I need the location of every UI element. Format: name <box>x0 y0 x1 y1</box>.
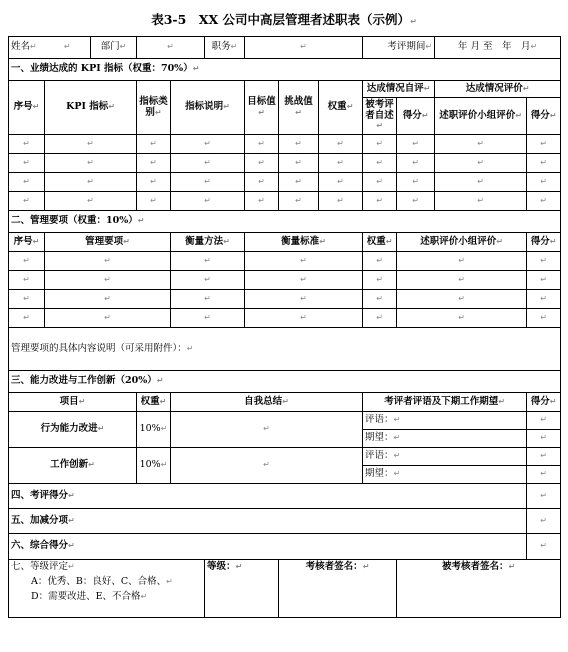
s3-col-review: 考评者评语及下期工作期望↵ <box>363 393 527 412</box>
s1-col-kpi: KPI 指标↵ <box>45 81 137 135</box>
cell[interactable]: ↵ <box>137 173 171 192</box>
section7-grading <box>9 560 205 618</box>
section3-title: 三、能力改进与工作创新（20%）↵ <box>9 371 561 393</box>
period-label: 考评期间↵ <box>363 37 435 59</box>
cell[interactable]: ↵ <box>137 154 171 173</box>
cell[interactable]: ↵ <box>527 173 561 192</box>
section2-title: 二、管理要项（权重：10%）↵ <box>9 211 561 233</box>
cell[interactable]: ↵ <box>279 135 319 154</box>
s1-col-score: 得分↵ <box>527 98 561 135</box>
s1-col-type: 指标类别↵ <box>137 81 171 135</box>
table-row <box>9 173 561 192</box>
cell[interactable]: ↵ <box>137 135 171 154</box>
cell[interactable]: ↵ <box>527 271 561 290</box>
cell[interactable]: ↵ <box>527 252 561 271</box>
table-row <box>9 135 561 154</box>
cell[interactable]: ↵ <box>9 192 45 211</box>
table-row <box>9 252 561 271</box>
name-label: 姓名↵ <box>9 37 45 59</box>
section6-title: 六、综合得分↵ <box>9 534 527 560</box>
s3-weight-behavior: 10%↵ <box>137 412 171 448</box>
s1-col-eval-group: 达成情况评价↵ <box>435 81 561 98</box>
section7-title: 七、等级评定↵ <box>11 561 75 572</box>
grade-field[interactable]: 等级：↵ <box>205 560 279 618</box>
cell[interactable]: ↵ <box>45 135 137 154</box>
s2-col-weight: 权重↵ <box>363 233 397 252</box>
form-title: 表3-5 XX 公司中高层管理者述职表（示例）↵ <box>151 12 417 27</box>
s3-comment-behavior[interactable]: 评语：↵ <box>363 412 527 430</box>
section2-title-row <box>9 211 561 233</box>
cell[interactable]: ↵ <box>435 135 527 154</box>
section1-header-row-1 <box>9 81 561 98</box>
s2-col-standard: 衡量标准↵ <box>245 233 363 252</box>
cell[interactable]: ↵ <box>245 309 363 328</box>
cell[interactable]: ↵ <box>363 309 397 328</box>
s1-col-weight: 权重↵ <box>319 81 363 135</box>
cell[interactable]: ↵ <box>45 154 137 173</box>
s3-score-innovation-2[interactable]: ↵ <box>527 466 561 484</box>
header-row <box>9 37 561 59</box>
cell[interactable]: ↵ <box>527 309 561 328</box>
s3-weight-innovation: 10%↵ <box>137 448 171 484</box>
table-row <box>9 154 561 173</box>
section7-line1: A：优秀、B：良好、C、合格、↵ <box>31 575 173 587</box>
cell[interactable]: ↵ <box>527 290 561 309</box>
cell[interactable]: ↵ <box>245 290 363 309</box>
s1-col-challenge: 挑战值↵ <box>279 81 319 135</box>
section1-title-row <box>9 59 561 81</box>
cell[interactable]: ↵ <box>397 271 527 290</box>
cell[interactable]: ↵ <box>45 192 137 211</box>
section6-score[interactable]: ↵ <box>527 534 561 560</box>
cell[interactable]: ↵ <box>245 252 363 271</box>
s1-col-target: 目标值↵ <box>245 81 279 135</box>
position-field[interactable]: ↵ <box>245 37 363 59</box>
cell[interactable]: ↵ <box>171 290 245 309</box>
assessee-signature[interactable]: 被考核者签名：↵ <box>397 560 561 618</box>
table-row <box>9 192 561 211</box>
section4-row <box>9 484 561 509</box>
table-row <box>9 271 561 290</box>
cell[interactable]: ↵ <box>363 192 397 211</box>
s1-col-panel: 述职评价小组评价↵ <box>435 98 527 135</box>
cell[interactable]: ↵ <box>435 192 527 211</box>
cell[interactable]: ↵ <box>527 192 561 211</box>
table-row <box>9 309 561 328</box>
dept-field[interactable]: ↵ <box>137 37 205 59</box>
cell[interactable]: ↵ <box>171 309 245 328</box>
cell[interactable]: ↵ <box>45 309 171 328</box>
cell[interactable]: ↵ <box>9 252 45 271</box>
s3-col-weight: 权重↵ <box>137 393 171 412</box>
cell[interactable]: ↵ <box>279 173 319 192</box>
s2-col-item: 管理要项↵ <box>45 233 171 252</box>
s1-col-self-statement: 被考评者自述↵ <box>363 98 397 135</box>
s3-score-behavior-2[interactable]: ↵ <box>527 430 561 448</box>
section3-header-row <box>9 393 561 412</box>
cell[interactable]: ↵ <box>319 154 363 173</box>
s1-col-self-score: 得分↵ <box>397 98 435 135</box>
cell[interactable]: ↵ <box>435 154 527 173</box>
cell[interactable]: ↵ <box>245 173 279 192</box>
cell[interactable]: ↵ <box>397 192 435 211</box>
position-label: 职务↵ <box>205 37 245 59</box>
s2-col-method: 衡量方法↵ <box>171 233 245 252</box>
section5-score[interactable]: ↵ <box>527 509 561 534</box>
cell[interactable]: ↵ <box>363 154 397 173</box>
cell[interactable]: ↵ <box>279 192 319 211</box>
assessor-signature[interactable]: 考核者签名：↵ <box>279 560 397 618</box>
cell[interactable]: ↵ <box>279 154 319 173</box>
section7-line2: D：需要改进、E、不合格↵ <box>31 590 148 602</box>
s2-col-panel: 述职评价小组评价↵ <box>397 233 527 252</box>
section5-row <box>9 509 561 534</box>
cell[interactable]: ↵ <box>397 252 527 271</box>
cell[interactable]: ↵ <box>9 154 45 173</box>
s3-self-innovation[interactable]: ↵ <box>171 448 363 484</box>
cell[interactable]: ↵ <box>9 271 45 290</box>
dept-label: 部门↵ <box>91 37 137 59</box>
cell[interactable]: ↵ <box>171 252 245 271</box>
cell[interactable]: ↵ <box>397 309 527 328</box>
section3-title-row <box>9 371 561 393</box>
cell[interactable]: ↵ <box>9 135 45 154</box>
s2-col-seq: 序号↵ <box>9 233 45 252</box>
cell[interactable]: ↵ <box>245 192 279 211</box>
cell[interactable]: ↵ <box>435 173 527 192</box>
s1-col-desc: 指标说明↵ <box>171 81 245 135</box>
cell[interactable]: ↵ <box>363 290 397 309</box>
cell[interactable]: ↵ <box>363 135 397 154</box>
section4-title: 四、考评得分↵ <box>9 484 527 509</box>
cell[interactable]: ↵ <box>363 252 397 271</box>
s3-col-item: 项目↵ <box>9 393 137 412</box>
cell[interactable]: ↵ <box>171 271 245 290</box>
section4-score[interactable]: ↵ <box>527 484 561 509</box>
table-row <box>9 448 561 466</box>
cell[interactable]: ↵ <box>171 135 245 154</box>
s3-comment-innovation[interactable]: 评语：↵ <box>363 448 527 466</box>
table-row <box>9 290 561 309</box>
name-field[interactable]: ↵ <box>45 37 91 59</box>
cell[interactable]: ↵ <box>397 154 435 173</box>
s3-item-behavior: 行为能力改进↵ <box>9 412 137 448</box>
cell[interactable]: ↵ <box>363 271 397 290</box>
cell[interactable]: ↵ <box>45 290 171 309</box>
s3-score-innovation[interactable]: ↵ <box>527 448 561 466</box>
section1-title: 一、业绩达成的 KPI 指标（权重：70%）↵ <box>9 59 561 81</box>
cell[interactable]: ↵ <box>45 271 171 290</box>
cell[interactable]: ↵ <box>245 271 363 290</box>
s1-col-seq: 序号↵ <box>9 81 45 135</box>
cell[interactable]: ↵ <box>45 252 171 271</box>
cell[interactable]: ↵ <box>9 309 45 328</box>
section6-row <box>9 534 561 560</box>
cell[interactable]: ↵ <box>527 154 561 173</box>
cell[interactable]: ↵ <box>527 135 561 154</box>
cell[interactable]: ↵ <box>245 135 279 154</box>
cell[interactable]: ↵ <box>9 173 45 192</box>
period-value[interactable]: 年 月 至 年 月↵ <box>435 37 561 59</box>
s3-expect-innovation[interactable]: 期望：↵ <box>363 466 527 484</box>
section2-note[interactable]: 管理要项的具体内容说明（可采用附件）：↵ <box>9 328 561 371</box>
cell[interactable]: ↵ <box>9 290 45 309</box>
s3-score-behavior[interactable]: ↵ <box>527 412 561 430</box>
s3-col-score: 得分↵ <box>527 393 561 412</box>
cell[interactable]: ↵ <box>245 154 279 173</box>
s3-item-innovation: 工作创新↵ <box>9 448 137 484</box>
s2-col-score: 得分↵ <box>527 233 561 252</box>
section7-row <box>9 560 561 618</box>
table-row <box>9 412 561 430</box>
cell[interactable]: ↵ <box>45 173 137 192</box>
cell[interactable]: ↵ <box>319 135 363 154</box>
cell[interactable]: ↵ <box>137 192 171 211</box>
s3-self-behavior[interactable]: ↵ <box>171 412 363 448</box>
s1-col-self-group: 达成情况自评↵ <box>363 81 435 98</box>
section2-header-row <box>9 233 561 252</box>
cell[interactable]: ↵ <box>319 192 363 211</box>
section5-title: 五、加减分项↵ <box>9 509 527 534</box>
appraisal-form-table <box>8 36 561 618</box>
cell[interactable]: ↵ <box>171 173 245 192</box>
cell[interactable]: ↵ <box>397 173 435 192</box>
section2-note-row <box>9 328 561 371</box>
cell[interactable]: ↵ <box>171 192 245 211</box>
s3-col-self: 自我总结↵ <box>171 393 363 412</box>
cell[interactable]: ↵ <box>363 173 397 192</box>
cell[interactable]: ↵ <box>397 290 527 309</box>
cell[interactable]: ↵ <box>319 173 363 192</box>
cell[interactable]: ↵ <box>397 135 435 154</box>
cell[interactable]: ↵ <box>171 154 245 173</box>
s3-expect-behavior[interactable]: 期望：↵ <box>363 430 527 448</box>
